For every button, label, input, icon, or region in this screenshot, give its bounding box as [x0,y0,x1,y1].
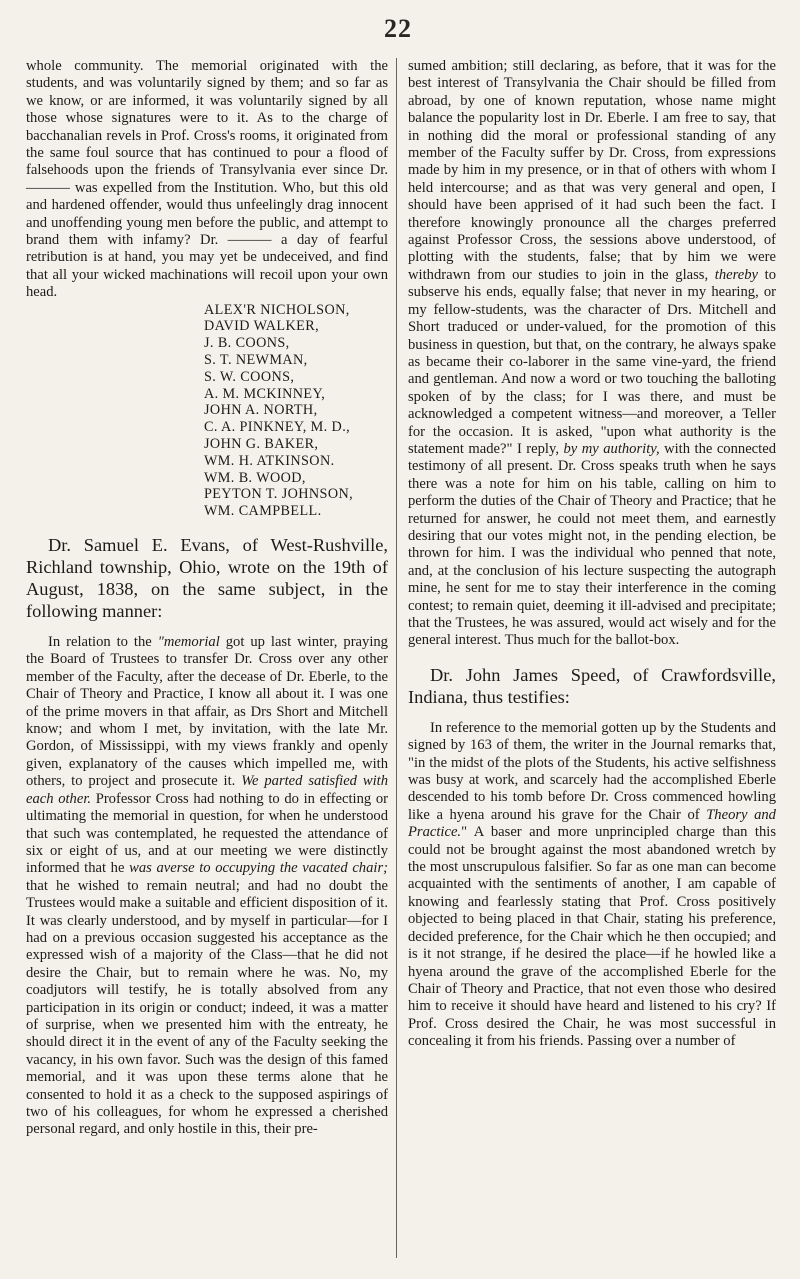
emphasis-thereby: thereby [714,266,758,283]
column-divider [396,58,397,1258]
evans-introduction: Dr. Samuel E. Evans, of West-Rushville, Richland township, Ohio, wrote on the 19th of August, 1838, on the same subject, in the following manner: [26,535,388,622]
signer-name: A. M. MCKINNEY, [204,385,326,402]
left-column [26,58,388,1139]
opening-paragraph: whole community. The memorial originated with the students, and was voluntarily signed by them; and so far as we know, or are informed, it was voluntarily signed by all those whose signatures were to it. As to the charge of bacchanalian revels in Prof. Cross's rooms, it originated from the same foul source that has continued to pour a flood of falsehoods upon the friends of Transylvania ever since Dr. ——— was expelled from the Institution. Who, but this old and hardened offender, would thus unfeelingly drag innocent and unoffending young men before the public, and attempt to brand them with infamy? Dr. ——— a day of fearful retribution is at hand, you may yet be undeceived, and find that all your wicked machinations will recoil upon your own head. [26,58,388,301]
signer-list [204,302,388,520]
evans-letter-continuation [408,58,776,650]
text-run: sumed ambition; still declaring, as before, that it was for the best interest of Transylvania the Chair should be filled from abroad, by one of known reputation, whose name might balance the popularity lost in Dr. Eberle. I am free to say, that in nothing did the moral or professional standing of any member of the Faculty suffer by Dr. Cross, from expressions made by him in my presence, or in that of others with whom I held intercourse; and as that was very general and open, I should have been apprised of it had such been the fact. I therefore knowingly pronounce all the charges preferred against Professor Cross, the sessions above understood, of plotting with the students, false; that by him we were withdrawn from our studies to join in the glass, [408,58,776,283]
signer-name: S. T. NEWMAN, [204,352,308,369]
right-column [408,58,776,1051]
text-run: Professor Cross had nothing to do in effecting or ultimating the memorial in question, for when he understood that such was contemplated, he requested the attendance of six or eight of us, and at our meeting we were distinctly informed that he [26,790,388,877]
text-run: to subserve his ends, equally false; that never in my hearing, or my fellow-students, was the character of Drs. Mitchell and Short traduced or under-valued, for the promotion of this business in question, but that, on the contrary, he always spake as became their co-laborer in the same vine-yard, the friend and gentleman. And now a word or two touching the balloting spoken of by the class; for I was there, and must be acknowledged a competent witness—and moreover, a Teller for the occasion. It is asked, "upon what authority is the statement made?" I reply, [408,266,777,457]
signer-name: J. B. COONS, [204,335,290,352]
speed-introduction: Dr. John James Speed, of Crawfordsville, Indiana, thus testifies: [408,664,776,707]
page-number: 22 [384,14,412,43]
signer-name: DAVID WALKER, [204,318,320,335]
signer-name: WM. CAMPBELL. [204,503,322,520]
signer-name: ALEX'R NICHOLSON, [204,301,350,318]
signer-name: C. A. PINKNEY, M. D., [204,419,351,436]
signer-name: S. W. COONS, [204,368,295,385]
text-run: " A baser and more unprincipled charge than this could not be brought against the most abandoned wretch by the most unscrupulous falsifier. So far as one man can become acquainted with the sentiments of another, I am capable of knowing and fearlessly stating that Prof. Cross positively objected to being placed in that Chair, stating his preference, decided preference, for the Chair which he then occupied; and is it not strange, if he desired the place—if he howled like a hyena around the grave of the accomplished Eberle for the Chair of Theory and Practice, that not even those who desired him to receive it should have heard and listened to his cry? If Prof. Cross desired the Chair, he was most successful in concealing it from his friends. Passing over a number of [408,824,776,1050]
text-run: with the connected testimony of all present. Dr. Cross speaks truth when he says there was a note for him on his table, calling on him to perform the duties of the Chair of Theory and Practice; that he returned for answer, he could not meet them, and earnestly desiring that our votes might not, in the pending election, be thrown for him. I was the individual who penned that note, and, at the conclusion of his lecture suspecting the autograph mine, he sent for me to stay their interference in the coming contest; to remain quiet, deeming it ill-advised and precipitate; that the Trustees, he was assured, would act wisely and for the general interest. Thus much for the ballot-box. [408,440,776,649]
signer-name: PEYTON T. JOHNSON, [204,486,354,503]
emphasis-averse: was averse to occupying the vacated chair; [129,860,388,877]
text-run: got up last winter, praying the Board of Trustees to transfer Dr. Cross over any other member of the Faculty, after the decease of Dr. Eberle, to the Chair of Theory and Practice, I know all about it. I was one of the prime movers in that affair, as Drs Short and Mitchell know; and whom I met, by invitation, with the late Mr. Gordon, of Mississippi, with my views frankly and openly given, explanatory of the causes which impelled me, with others, to project and prosecute it. [26,634,388,790]
emphasis-by-my-authority: by my authority, [563,440,660,457]
text-run: In reference to the memorial gotten up by the Students and signed by 163 of them, the writer in the Journal remarks that, "in the midst of the plots of the Students, his active selfishness was busy at work, and scarcely had the accomplished Eberle descended to his tomb before Dr. Cross commenced howling like a hyena around his grave for the Chair of [408,719,776,823]
emphasis-memorial: "memorial [157,634,220,651]
signer-name: WM. H. ATKINSON. [204,452,335,469]
signer-name: JOHN G. BAKER, [204,436,319,453]
speed-testimony-paragraph [408,720,776,1051]
text-run: In relation to the [48,634,158,651]
text-run: that he wished to remain neutral; and had no doubt the Trustees would make a suitable and efficient disposition of it. It was clearly understood, and by myself in particular—for I had on a previous occasion suggested his acceptance as the expressed wish of a majority of the Class—that he did not desire the Chair, but to remain where he was. No, my coadjutors will testify, he is totally absolved from any participation in its origin or conduct; indeed, it was a matter of surprise, when we presented him with the entreaty, he should direct it in the event of any of the Faculty seeking the vacancy, in his own favor. Such was the design of this famed memorial, and it was upon these terms alone that he consented to hold it as a check to the supposed aspirings of two of his colleagues, for whom he expressed a cherished personal regard, and only hostile in this, their pre- [26,877,388,1138]
signer-name: WM. B. WOOD, [204,469,306,486]
emphasis-theory-practice: Theory and Practice. [408,806,776,841]
evans-letter-paragraph [26,634,388,1139]
emphasis-parted-satisfied: We parted satisfied with each other. [26,773,388,807]
signer-name: JOHN A. NORTH, [204,402,318,419]
